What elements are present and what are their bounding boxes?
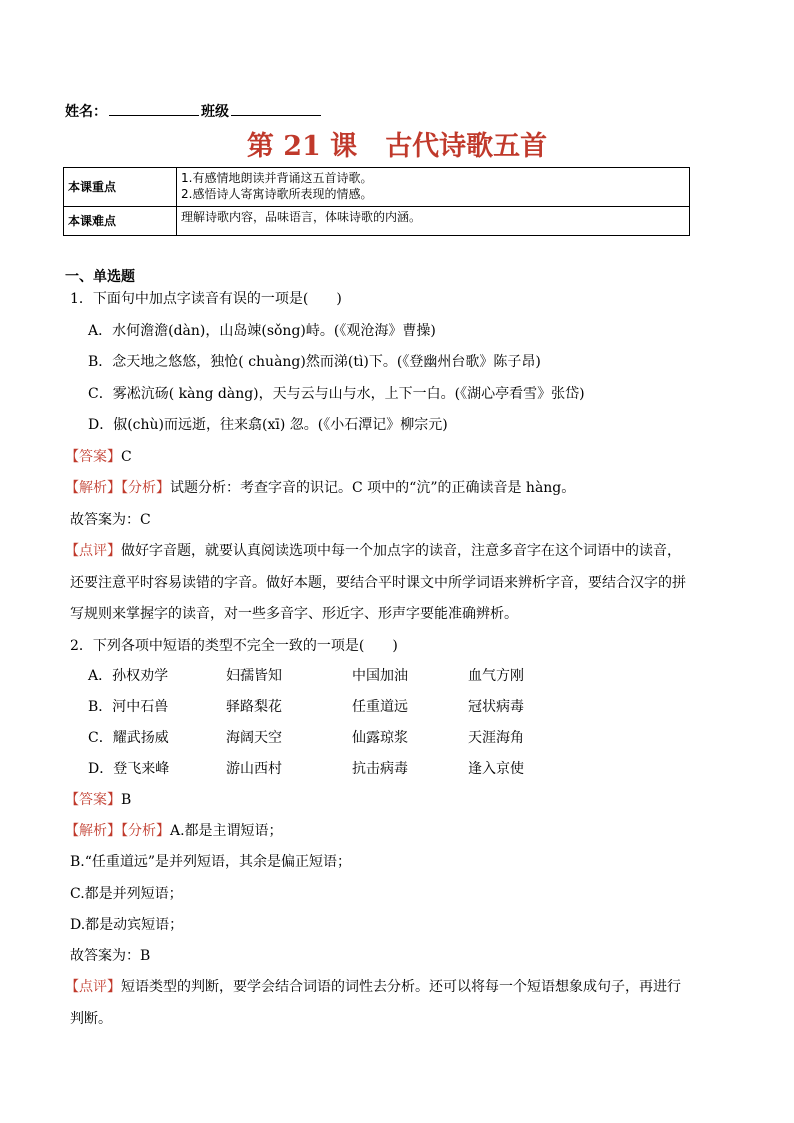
q1-answer-value: C [121,449,132,465]
q2-option-a-label: A．孙权劝学 [88,668,169,684]
page-title [0,130,794,164]
q2-comment-label: 【点评】 [65,979,121,995]
q1-option-a: A．水何澹澹(dàn)，山岛竦(sǒng)峙。(《观沧海》曹操) [88,323,436,339]
focus-row [64,168,690,207]
lesson-info-table [63,167,690,236]
q2-analysis-label: 【解析】【分析】 [65,823,170,839]
q2-option-c-label: C．耀武扬威 [88,730,169,746]
q2-option-b-item: 任重道远 [352,699,408,715]
class-blank [231,102,321,116]
difficulty-row [64,207,690,236]
q2-comment-text-1: 短语类型的判断，要学会结合词语的词性去分析。还可以将每一个短语想象成句子，再进行 [121,979,681,995]
q1-comment-line-2: 还要注意平时容易读错的字音。做好本题，要结合平时课文中所学词语来辨析字音，要结合汉字的拼 [70,575,686,591]
q2-option-d-label: D．登飞来峰 [88,761,170,777]
q1-answer [65,447,132,467]
q2-analysis [65,821,283,841]
q2-answer [65,790,131,810]
lesson-name: 古代诗歌五首 [385,131,548,162]
q2-option-b-item: 驿路梨花 [226,699,282,715]
q1-option-d: D．俶(chù)而远逝，往来翕(xī) 忽。(《小石潭记》柳宗元) [88,417,448,433]
difficulty-content: 理解诗歌内容，品味语言，体味诗歌的内涵。 [177,207,690,236]
name-class-line [65,101,323,121]
q1-answer-label: 【答案】 [65,449,121,465]
focus-label: 本课重点 [64,168,177,207]
q1-comment-line-1 [65,541,681,561]
q2-analysis-line-1: A.都是主谓短语； [170,823,283,839]
q2-option-b-label: B．河中石兽 [88,699,169,715]
q2-analysis-line-4: D.都是动宾短语； [70,917,184,933]
q1-conclusion: 故答案为：C [70,512,151,528]
q1-analysis-label: 【解析】【分析】 [65,480,170,496]
name-blank [109,102,199,116]
lesson-number: 第 21 课 [246,131,358,162]
q2-answer-label: 【答案】 [65,792,121,808]
q1-option-b: B．念天地之悠悠，独怆( chuàng)然而涕(tì)下。(《登幽州台歌》陈子昂) [88,354,541,370]
q2-option-a-item: 血气方刚 [468,668,524,684]
q2-stem: 2．下列各项中短语的类型不完全一致的一项是( ) [70,638,398,654]
q2-answer-value: B [121,792,132,808]
difficulty-label: 本课难点 [64,207,177,236]
q2-option-c-item: 海阔天空 [226,730,282,746]
q2-option-c-item: 天涯海角 [468,730,524,746]
section-heading: 一、单选题 [65,269,135,285]
q2-option-d-item: 游山西村 [226,761,282,777]
q2-analysis-line-3: C.都是并列短语； [70,886,183,902]
focus-item-2: 2.感悟诗人寄寓诗歌所表现的情感。 [181,187,373,201]
q2-option-d-item: 抗击病毒 [352,761,408,777]
q1-option-c: C．雾凇沆砀( kàng dàng)，天与云与山与水，上下一白。(《湖心亭看雪》张岱) [88,386,585,402]
q2-option-a-item: 妇孺皆知 [226,668,282,684]
focus-item-1: 1.有感情地朗读并背诵这五首诗歌。 [181,171,373,185]
q1-comment-label: 【点评】 [65,543,121,559]
q2-comment-line-2: 判断。 [70,1011,112,1027]
q2-option-a-item: 中国加油 [352,668,408,684]
q2-analysis-line-2: B.“任重道远”是并列短语，其余是偏正短语； [70,854,352,870]
q1-analysis [65,478,575,498]
class-label: 班级 [201,104,229,120]
q2-option-c-item: 仙露琼浆 [352,730,408,746]
q1-comment-text-1: 做好字音题，就要认真阅读选项中每一个加点字的读音，注意多音字在这个词语中的读音， [121,543,681,559]
q1-comment-line-3: 写规则来掌握字的读音，对一些多音字、形近字、形声字要能准确辨析。 [70,606,518,622]
q2-comment-line-1 [65,977,681,997]
q1-stem: 1．下面句中加点字读音有误的一项是( ) [70,291,342,307]
q2-option-d-item: 逢入京使 [468,761,524,777]
q2-option-b-item: 冠状病毒 [468,699,524,715]
q2-conclusion: 故答案为：B [70,948,151,964]
q1-analysis-text: 试题分析：考查字音的识记。C 项中的“沆”的正确读音是 hàng。 [170,480,576,496]
name-label: 姓名： [65,104,107,120]
focus-content [177,168,690,207]
